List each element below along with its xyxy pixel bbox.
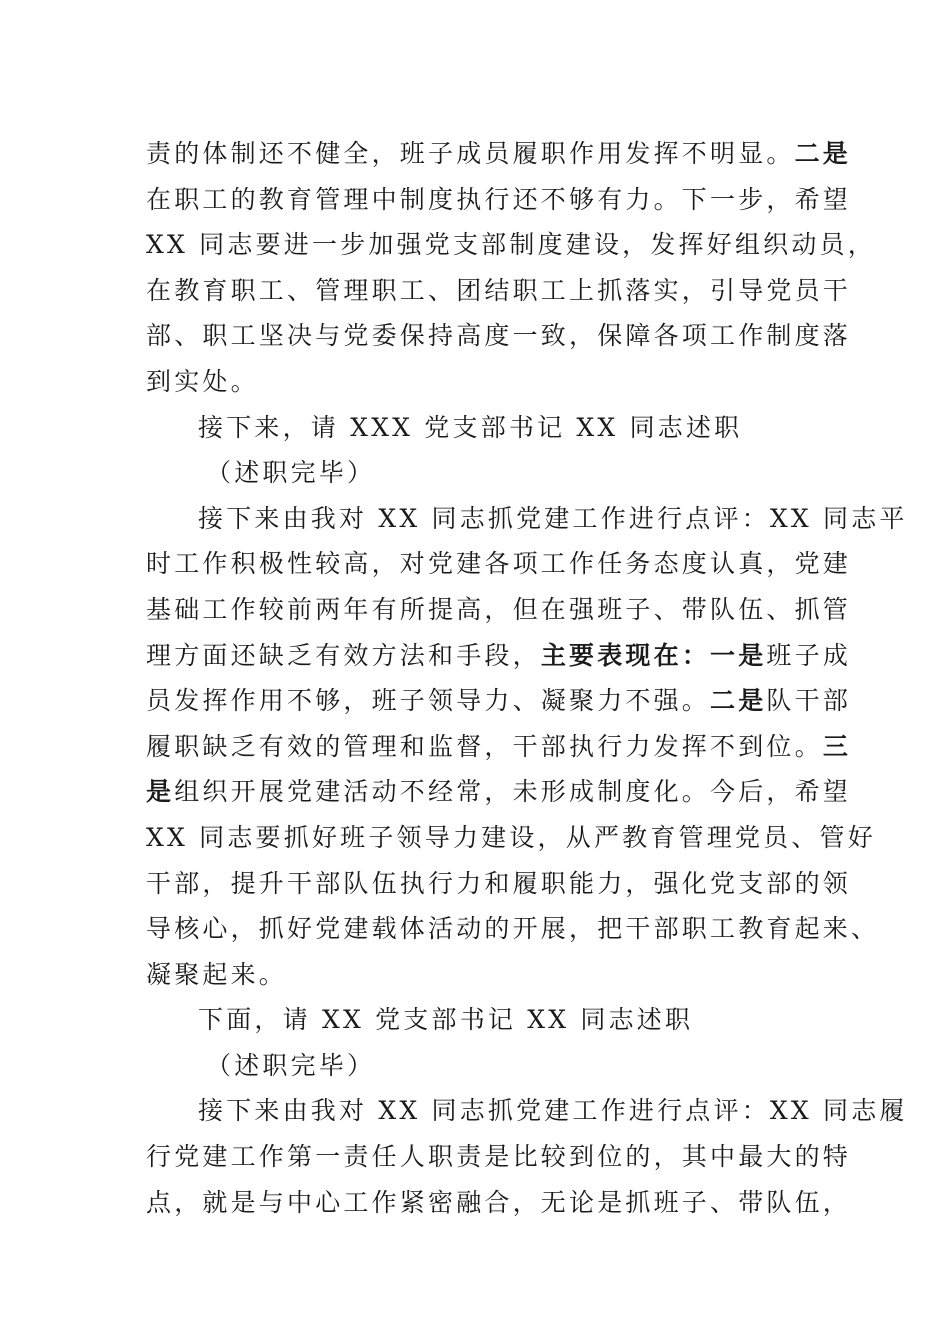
text-line (146, 952, 806, 998)
text-run: XX 同志要进一步加强党支部制度建设，发挥好组织动员， (146, 230, 876, 260)
text-line (146, 769, 852, 815)
text-line (146, 1088, 908, 1134)
text-line (146, 724, 852, 770)
text-line (146, 450, 806, 496)
text-line (146, 222, 876, 268)
text-line (146, 405, 806, 451)
text-run: 干部，提升干部队伍执行力和履职能力，强化党支部的领 (146, 868, 852, 898)
text-run: 点，就是与中心工作紧密融合，无论是抓班子、带队伍， (146, 1187, 852, 1217)
text-line (146, 861, 852, 907)
document-body (146, 131, 908, 1225)
text-run: 到实处。 (146, 366, 259, 396)
text-run: 接下来由我对 XX 同志抓党建工作进行点评：XX 同志履 (198, 1096, 908, 1126)
text-run: 理方面还缺乏有效方法和手段， (146, 640, 541, 670)
text-line (146, 359, 806, 405)
text-run: 行党建工作第一责任人职责是比较到位的，其中最大的特 (146, 1142, 852, 1172)
text-run: 凝聚起来。 (146, 959, 288, 989)
text-line (146, 496, 908, 542)
text-run: 接下来，请 XXX 党支部书记 XX 同志述职 (198, 412, 743, 442)
text-run: （述职完毕） (206, 1050, 376, 1080)
text-line (146, 541, 852, 587)
text-run: XX 同志要抓好班子领导力建设，从严教育管理党员、管好 (146, 822, 876, 852)
text-run: 基础工作较前两年有所提高，但在强班子、带队伍、抓管 (146, 594, 852, 624)
text-run: 在职工的教育管理中制度执行还不够有力。下一步，希望 (146, 184, 852, 214)
text-run: 履职缺乏有效的管理和监督，干部执行力发挥不到位。 (146, 731, 823, 761)
bold-text-run: 三 (822, 731, 852, 761)
text-line (146, 997, 806, 1043)
text-run: 时工作积极性较高，对党建各项工作任务态度认真，党建 (146, 549, 852, 579)
bold-text-run: 主要表现在：一是 (540, 640, 767, 670)
text-run: 员发挥作用不够，班子领导力、凝聚力不强。 (146, 686, 711, 716)
text-run: 队干部 (766, 686, 852, 716)
text-run: 下面，请 XX 党支部书记 XX 同志述职 (198, 1005, 694, 1035)
text-line (146, 906, 880, 952)
text-line (146, 1180, 852, 1226)
text-run: 在教育职工、管理职工、团结职工上抓落实，引导党员干 (146, 275, 852, 305)
text-line (146, 268, 852, 314)
text-line (146, 177, 852, 223)
text-run: 组织开展党建活动不经常，未形成制度化。今后，希望 (174, 777, 852, 807)
text-run: 责的体制还不健全，班子成员履职作用发挥不明显。 (146, 139, 795, 168)
bold-text-run: 二是 (794, 139, 852, 168)
text-line (146, 815, 876, 861)
text-line (146, 633, 852, 679)
text-line (146, 1043, 806, 1089)
text-run: 部、职工坚决与党委保持高度一致，保障各项工作制度落 (146, 321, 852, 351)
text-line (146, 131, 852, 177)
bold-text-run: 是 (146, 777, 175, 807)
text-run: 接下来由我对 XX 同志抓党建工作进行点评：XX 同志平 (198, 503, 908, 533)
text-run: 导核心，抓好党建载体活动的开展，把干部职工教育起来、 (146, 914, 880, 944)
text-line (146, 587, 852, 633)
text-line (146, 1134, 852, 1180)
text-line (146, 678, 852, 724)
text-run: 班子成 (766, 640, 852, 670)
text-run: （述职完毕） (206, 458, 376, 488)
text-line (146, 313, 852, 359)
bold-text-run: 二是 (710, 686, 767, 716)
